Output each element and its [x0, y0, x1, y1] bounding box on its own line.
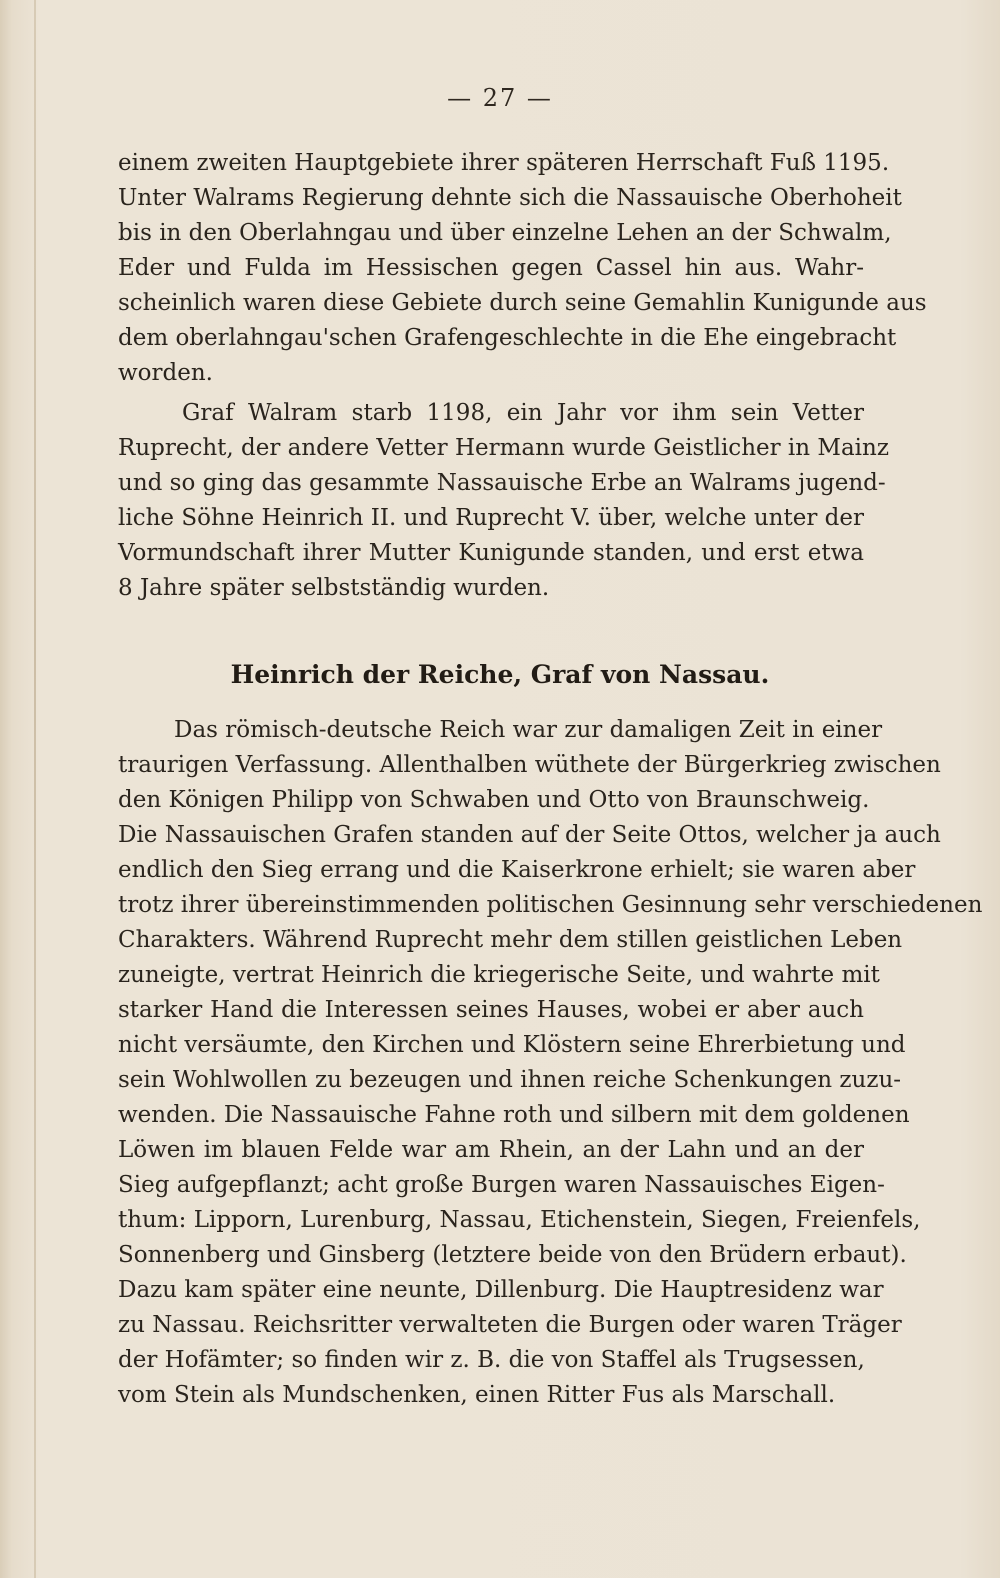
text-line: wenden. Die Nassauische Fahne roth und silbern mit dem goldenen [118, 1102, 910, 1128]
text-line: einem zweiten Hauptgebiete ihrer späteren Herrschaft Fuß 1195. [118, 150, 890, 176]
text-line: zu Nassau. Reichsritter verwalteten die Burgen oder waren Träger [118, 1312, 902, 1338]
text-line: Charakters. Während Ruprecht mehr dem stillen geistlichen Leben [118, 927, 903, 953]
text-line: Dazu kam später eine neunte, Dillenburg. Die Hauptresidenz war [118, 1277, 884, 1303]
text-line: Eder und Fulda im Hessischen gegen Cassel hin aus. Wahr- [118, 255, 864, 281]
text-line: thum: Lipporn, Lurenburg, Nassau, Etichenstein, Siegen, Freienfels, [118, 1207, 921, 1233]
text-line: vom Stein als Mundschenken, einen Ritter Fus als Marschall. [118, 1382, 836, 1408]
text-line: scheinlich waren diese Gebiete durch seine Gemahlin Kunigunde aus [118, 290, 927, 316]
text-line: Unter Walrams Regierung dehnte sich die Nassauische Oberhoheit [118, 185, 902, 211]
text-line: 8 Jahre später selbstständig wurden. [118, 575, 550, 601]
text-line: trotz ihrer übereinstimmenden politischen Gesinnung sehr verschiedenen [118, 892, 983, 918]
text-line: Sonnenberg und Ginsberg (letztere beide von den Brüdern erbaut). [118, 1242, 907, 1268]
text-line: worden. [118, 360, 213, 386]
text-line: starker Hand die Interessen seines Hauses, wobei er aber auch [118, 997, 864, 1023]
text-line: nicht versäumte, den Kirchen und Klöstern seine Ehrerbietung und [118, 1032, 906, 1058]
paragraph-3 [118, 713, 983, 1413]
page-gutter-edge [34, 0, 36, 1578]
section-heading: Heinrich der Reiche, Graf von Nassau. [230, 660, 770, 689]
text-line: dem oberlahngau'schen Grafengeschlechte in die Ehe eingebracht [118, 325, 897, 351]
text-line: Löwen im blauen Felde war am Rhein, an der Lahn und an der [118, 1137, 864, 1163]
paragraph-1 [118, 146, 927, 391]
text-line: bis in den Oberlahngau und über einzelne Lehen an der Schwalm, [118, 220, 892, 246]
text-line: Sieg aufgepflanzt; acht große Burgen waren Nassauisches Eigen- [118, 1172, 885, 1198]
text-line: sein Wohlwollen zu bezeugen und ihnen reiche Schenkungen zuzu- [118, 1067, 902, 1093]
text-line: Das römisch-deutsche Reich war zur damaligen Zeit in einer [174, 717, 883, 743]
text-line: Die Nassauischen Grafen standen auf der Seite Ottos, welcher ja auch [118, 822, 941, 848]
text-line: den Königen Philipp von Schwaben und Otto von Braunschweig. [118, 787, 870, 813]
paragraph-2 [118, 396, 889, 606]
text-line: der Hofämter; so finden wir z. B. die von Staffel als Trugsessen, [118, 1347, 865, 1373]
text-line: liche Söhne Heinrich II. und Ruprecht V. über, welche unter der [118, 505, 864, 531]
text-line: traurigen Verfassung. Allenthalben wüthete der Bürgerkrieg zwischen [118, 752, 941, 778]
text-line: endlich den Sieg errang und die Kaiserkrone erhielt; sie waren aber [118, 857, 916, 883]
text-line: Vormundschaft ihrer Mutter Kunigunde standen, und erst etwa [118, 540, 864, 566]
text-line: und so ging das gesammte Nassauische Erbe an Walrams jugend- [118, 470, 886, 496]
page-number: — 27 — [447, 84, 553, 112]
text-line: zuneigte, vertrat Heinrich die kriegerische Seite, und wahrte mit [118, 962, 880, 988]
text-line: Ruprecht, der andere Vetter Hermann wurde Geistlicher in Mainz [118, 435, 889, 461]
text-line: Graf Walram starb 1198, ein Jahr vor ihm sein Vetter [182, 400, 864, 426]
